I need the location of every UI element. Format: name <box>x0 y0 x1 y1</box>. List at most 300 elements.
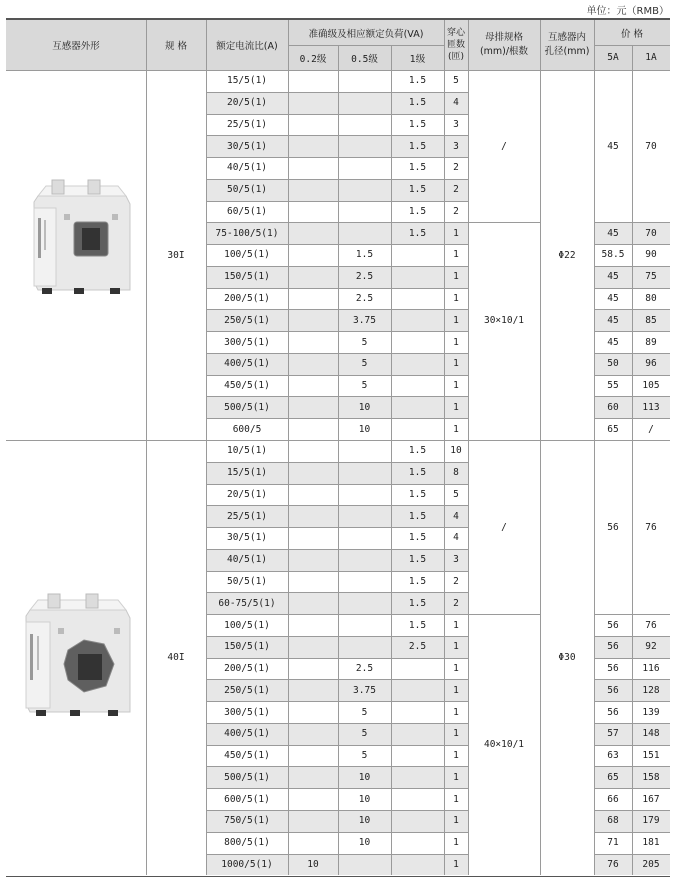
price-5a-cell: 45 <box>594 266 632 288</box>
accuracy-05-cell: 10 <box>338 396 391 418</box>
ratio-cell: 30/5(1) <box>206 135 288 157</box>
price-5a-cell: 66 <box>607 793 619 805</box>
accuracy-02-cell <box>288 375 338 397</box>
accuracy-02-cell <box>288 571 338 593</box>
grid-line <box>206 679 468 680</box>
accuracy-1-cell: 1.5 <box>408 75 427 87</box>
spec-cell: 40I <box>167 652 185 664</box>
accuracy-02-cell <box>288 157 338 179</box>
header-hole <box>540 20 594 70</box>
header-price: 价 格 <box>594 20 670 45</box>
ratio-cell: 15/5(1) <box>226 75 268 87</box>
accuracy-05-cell: 5 <box>361 380 368 392</box>
accuracy-1-cell: 1.5 <box>391 222 444 244</box>
grid-line <box>206 549 468 550</box>
accuracy-1-cell <box>391 723 444 745</box>
accuracy-05-cell: 10 <box>358 837 371 849</box>
turns-cell: 5 <box>453 488 459 500</box>
turns-cell: 1 <box>444 854 468 876</box>
accuracy-1-cell: 1.5 <box>408 575 427 587</box>
accuracy-1-cell: 1.5 <box>391 462 444 484</box>
busbar-cell: / <box>501 521 507 533</box>
ratio-cell: 400/5(1) <box>206 723 288 745</box>
turns-cell: 5 <box>453 75 459 87</box>
header-busbar-line1: 母排规格 <box>484 32 523 43</box>
ratio-cell: 1000/5(1) <box>206 854 288 876</box>
grid-line <box>468 20 469 875</box>
grid-line <box>146 20 147 875</box>
price-1a-cell: 179 <box>632 810 670 832</box>
ratio-cell: 25/5(1) <box>226 118 268 130</box>
accuracy-1-cell: 1.5 <box>408 205 427 217</box>
header-price-1a: 1A <box>632 45 670 70</box>
accuracy-05-cell <box>338 179 391 201</box>
turns-cell: 1 <box>453 249 459 261</box>
ratio-cell: 450/5(1) <box>224 750 270 762</box>
header-turns-line3: (匝) <box>447 52 465 62</box>
price-5a-cell: 45 <box>607 293 619 305</box>
accuracy-1-cell <box>391 375 444 397</box>
turns-cell: 1 <box>444 810 468 832</box>
price-1a-cell: 205 <box>632 854 670 876</box>
accuracy-02-cell <box>288 810 338 832</box>
ratio-cell: 100/5(1) <box>224 619 270 631</box>
grid-line <box>206 114 468 115</box>
turns-cell: 1 <box>453 793 459 805</box>
header-busbar <box>468 20 540 70</box>
grid-line <box>206 484 468 485</box>
ratio-cell: 25/5(1) <box>206 505 288 527</box>
accuracy-1-cell: 2.5 <box>391 636 444 658</box>
header-hole-line1: 互感器内 <box>547 32 586 43</box>
accuracy-05-cell <box>338 114 391 136</box>
price-5a-cell: 56 <box>607 663 619 675</box>
accuracy-1-cell: 1.5 <box>408 118 427 130</box>
accuracy-05-cell <box>338 222 391 244</box>
header-hole-line2: 孔径(mm) <box>544 46 590 57</box>
ratio-cell: 250/5(1) <box>206 679 288 701</box>
turns-cell: 1 <box>453 619 459 631</box>
accuracy-02-cell <box>288 222 338 244</box>
accuracy-02-cell <box>288 92 338 114</box>
ratio-cell: 10/5(1) <box>226 445 268 457</box>
ratio-cell: 20/5(1) <box>226 488 268 500</box>
grid-line <box>206 309 468 310</box>
grid-line <box>206 701 468 702</box>
accuracy-05-cell <box>338 92 391 114</box>
ratio-cell: 200/5(1) <box>224 663 270 675</box>
grid-line <box>206 614 468 615</box>
accuracy-1-cell <box>391 679 444 701</box>
ratio-cell: 15/5(1) <box>206 462 288 484</box>
price-1a-cell: 90 <box>645 249 657 261</box>
price-table <box>6 18 670 877</box>
price-1a-cell: 148 <box>632 723 670 745</box>
price-1a-cell: 151 <box>642 750 660 762</box>
accuracy-05-cell <box>338 70 391 92</box>
accuracy-1-cell <box>391 396 444 418</box>
accuracy-1-cell <box>391 832 444 854</box>
accuracy-05-cell <box>338 484 391 506</box>
header-acc-05: 0.5级 <box>338 45 391 70</box>
accuracy-02-cell <box>288 701 338 723</box>
accuracy-02-cell <box>288 353 338 375</box>
ratio-cell: 500/5(1) <box>206 396 288 418</box>
grid-line <box>468 222 540 223</box>
accuracy-02-cell <box>288 396 338 418</box>
price-5a-cell: 71 <box>607 837 619 849</box>
accuracy-05-cell <box>338 571 391 593</box>
price-1a-cell: 80 <box>645 293 657 305</box>
turns-cell: 3 <box>444 135 468 157</box>
ratio-cell: 30/5(1) <box>226 532 268 544</box>
ct-30i-image <box>30 178 134 308</box>
turns-cell: 3 <box>453 118 459 130</box>
turns-cell: 8 <box>444 462 468 484</box>
accuracy-02-cell <box>288 309 338 331</box>
ratio-cell: 300/5(1) <box>224 336 270 348</box>
price-5a-cell: 63 <box>607 750 619 762</box>
accuracy-02-cell <box>288 832 338 854</box>
header-ratio: 额定电流比(A) <box>206 20 288 70</box>
accuracy-02-cell <box>288 505 338 527</box>
ratio-cell: 50/5(1) <box>226 575 268 587</box>
accuracy-1-cell <box>391 418 444 440</box>
accuracy-05-cell: 3.75 <box>338 679 391 701</box>
ratio-cell: 50/5(1) <box>206 179 288 201</box>
grid-line <box>206 788 468 789</box>
grid-line <box>206 745 468 746</box>
accuracy-1-cell <box>391 288 444 310</box>
accuracy-02-cell <box>288 331 338 353</box>
header-turns-line2: 匝数 <box>446 40 465 50</box>
turns-cell: 2 <box>444 179 468 201</box>
accuracy-05-cell: 5 <box>361 336 368 348</box>
turns-cell: 1 <box>444 309 468 331</box>
accuracy-02-cell <box>288 114 338 136</box>
accuracy-1-cell: 1.5 <box>391 505 444 527</box>
turns-cell: 1 <box>453 837 459 849</box>
accuracy-1-cell <box>391 309 444 331</box>
accuracy-02-cell <box>288 462 338 484</box>
accuracy-1-cell: 1.5 <box>391 135 444 157</box>
accuracy-05-cell: 10 <box>358 423 371 435</box>
grid-line <box>206 244 468 245</box>
ct-40i-image <box>22 592 134 730</box>
price-5a-cell: 45 <box>607 336 619 348</box>
accuracy-02-cell <box>288 484 338 506</box>
grid-line <box>206 92 468 93</box>
grid-line <box>206 375 468 376</box>
accuracy-1-cell: 1.5 <box>391 549 444 571</box>
ratio-cell: 40/5(1) <box>226 162 268 174</box>
accuracy-05-cell <box>338 549 391 571</box>
price-5a-cell: 55 <box>607 380 619 392</box>
ratio-cell: 600/5 <box>232 423 262 435</box>
ratio-cell: 400/5(1) <box>206 353 288 375</box>
price-1a-cell: 139 <box>642 706 660 718</box>
price-1a-cell: 76 <box>645 619 657 631</box>
accuracy-05-cell <box>338 854 391 876</box>
accuracy-1-cell: 1.5 <box>408 162 427 174</box>
accuracy-02-cell <box>288 70 338 92</box>
accuracy-1-cell <box>391 766 444 788</box>
accuracy-05-cell <box>338 157 391 179</box>
price-1a-cell: 181 <box>642 837 660 849</box>
price-5a-cell: 60 <box>594 396 632 418</box>
accuracy-1-cell: 1.5 <box>408 488 427 500</box>
accuracy-02-cell <box>288 527 338 549</box>
header-busbar-line2: (mm)/根数 <box>479 46 529 57</box>
header-accuracy: 准确级及相应额定负荷(VA) <box>288 20 444 45</box>
accuracy-05-cell <box>338 592 391 614</box>
price-1a-cell: 85 <box>632 309 670 331</box>
price-1a-cell: 76 <box>645 521 657 533</box>
price-5a-cell: 56 <box>594 679 632 701</box>
grid-line <box>468 614 540 615</box>
turns-cell: 2 <box>453 162 459 174</box>
turns-cell: 1 <box>453 336 459 348</box>
accuracy-05-cell <box>338 462 391 484</box>
accuracy-02-cell <box>288 723 338 745</box>
accuracy-02-cell <box>288 549 338 571</box>
turns-cell: 1 <box>453 380 459 392</box>
price-5a-cell: 58.5 <box>601 249 625 261</box>
price-1a-cell: 113 <box>632 396 670 418</box>
price-5a-cell: 50 <box>594 353 632 375</box>
grid-line <box>206 505 468 506</box>
turns-cell: 1 <box>444 353 468 375</box>
turns-cell: 1 <box>453 706 459 718</box>
accuracy-02-cell <box>288 244 338 266</box>
busbar-cell: / <box>501 140 507 152</box>
accuracy-05-cell <box>338 527 391 549</box>
grid-line <box>206 157 468 158</box>
accuracy-05-cell <box>338 440 391 462</box>
accuracy-02-cell <box>288 179 338 201</box>
price-5a-cell: 45 <box>594 222 632 244</box>
accuracy-1-cell <box>391 810 444 832</box>
accuracy-1-cell: 1.5 <box>408 532 427 544</box>
grid-line <box>206 658 468 659</box>
accuracy-1-cell: 1.5 <box>408 619 427 631</box>
busbar-cell: 40×10/1 <box>483 739 525 751</box>
hole-diameter-cell: Φ30 <box>558 652 576 664</box>
price-5a-cell: 56 <box>607 619 619 631</box>
grid-line <box>206 353 468 354</box>
accuracy-1-cell <box>391 854 444 876</box>
accuracy-05-cell: 5 <box>338 353 391 375</box>
header-price-5a: 5A <box>594 45 632 70</box>
ratio-cell: 250/5(1) <box>206 309 288 331</box>
turns-cell: 1 <box>444 679 468 701</box>
grid-line <box>594 20 595 875</box>
turns-cell: 1 <box>444 396 468 418</box>
accuracy-1-cell <box>391 353 444 375</box>
spec-cell: 30I <box>167 249 185 261</box>
turns-cell: 2 <box>453 575 459 587</box>
ratio-cell: 200/5(1) <box>224 293 270 305</box>
accuracy-02-cell <box>288 440 338 462</box>
grid-line <box>206 766 468 767</box>
accuracy-05-cell: 1.5 <box>355 249 374 261</box>
accuracy-05-cell <box>338 614 391 636</box>
grid-line <box>206 723 468 724</box>
accuracy-02-cell <box>288 418 338 440</box>
accuracy-05-cell: 2.5 <box>338 266 391 288</box>
turns-cell: 4 <box>453 532 459 544</box>
turns-cell: 4 <box>444 92 468 114</box>
ratio-cell: 60-75/5(1) <box>206 592 288 614</box>
price-1a-cell: 105 <box>642 380 660 392</box>
accuracy-1-cell: 1.5 <box>391 179 444 201</box>
header-acc-02: 0.2级 <box>288 45 338 70</box>
price-1a-cell: 158 <box>632 766 670 788</box>
grid-line <box>206 396 468 397</box>
grid-line <box>288 45 444 46</box>
accuracy-05-cell: 2.5 <box>355 293 374 305</box>
accuracy-1-cell <box>391 745 444 767</box>
price-5a-cell: 56 <box>594 636 632 658</box>
accuracy-1-cell: 1.5 <box>391 592 444 614</box>
price-5a-cell: 76 <box>594 854 632 876</box>
accuracy-02-cell <box>288 788 338 810</box>
accuracy-02-cell <box>288 658 338 680</box>
accuracy-05-cell: 3.75 <box>338 309 391 331</box>
grid-line <box>206 636 468 637</box>
accuracy-02-cell <box>288 592 338 614</box>
accuracy-05-cell: 10 <box>358 793 371 805</box>
header-spec: 规 格 <box>146 20 206 70</box>
grid-line <box>632 45 633 875</box>
turns-cell: 3 <box>444 549 468 571</box>
grid-line <box>206 288 468 289</box>
turns-cell: 1 <box>444 723 468 745</box>
grid-line <box>206 135 468 136</box>
accuracy-05-cell <box>338 636 391 658</box>
accuracy-02-cell <box>288 766 338 788</box>
busbar-cell: 30×10/1 <box>483 314 525 326</box>
turns-cell: 1 <box>444 636 468 658</box>
grid-line <box>206 201 468 202</box>
grid-line <box>391 45 392 875</box>
price-1a-cell: 116 <box>642 663 660 675</box>
ratio-cell: 150/5(1) <box>206 636 288 658</box>
ratio-cell: 40/5(1) <box>206 549 288 571</box>
price-5a-cell: 65 <box>594 766 632 788</box>
price-5a-cell: 45 <box>594 309 632 331</box>
ratio-cell: 750/5(1) <box>206 810 288 832</box>
price-1a-cell: 167 <box>642 793 660 805</box>
grid-line <box>338 45 339 875</box>
turns-cell: 4 <box>444 505 468 527</box>
unit-label: 单位：元（RMB） <box>586 6 669 17</box>
grid-line <box>206 832 468 833</box>
accuracy-02-cell <box>288 266 338 288</box>
turns-cell: 1 <box>444 266 468 288</box>
header-turns <box>444 20 468 70</box>
ratio-cell: 100/5(1) <box>224 249 270 261</box>
accuracy-1-cell <box>391 266 444 288</box>
accuracy-02-cell <box>288 201 338 223</box>
accuracy-05-cell: 5 <box>361 706 368 718</box>
ratio-cell: 500/5(1) <box>206 766 288 788</box>
turns-cell: 1 <box>444 222 468 244</box>
turns-cell: 2 <box>453 205 459 217</box>
accuracy-02-cell <box>288 745 338 767</box>
price-1a-cell: 75 <box>632 266 670 288</box>
price-1a-cell: 128 <box>632 679 670 701</box>
accuracy-1-cell <box>391 658 444 680</box>
header-acc-1: 1级 <box>391 45 444 70</box>
accuracy-02-cell <box>288 679 338 701</box>
price-1a-cell: 70 <box>645 140 657 152</box>
price-5a-cell: 56 <box>607 706 619 718</box>
turns-cell: 1 <box>444 766 468 788</box>
accuracy-1-cell <box>391 788 444 810</box>
header-appearance: 互感器外形 <box>6 20 146 70</box>
price-5a-cell: 65 <box>607 423 619 435</box>
ratio-cell: 75-100/5(1) <box>206 222 288 244</box>
ratio-cell: 600/5(1) <box>224 793 270 805</box>
ratio-cell: 800/5(1) <box>224 837 270 849</box>
grid-line <box>206 810 468 811</box>
turns-cell: 1 <box>453 663 459 675</box>
turns-cell: 10 <box>450 445 462 457</box>
grid-line <box>206 854 468 855</box>
accuracy-05-cell <box>338 505 391 527</box>
grid-line <box>206 462 468 463</box>
grid-line <box>206 331 468 332</box>
accuracy-05-cell: 10 <box>338 766 391 788</box>
accuracy-1-cell <box>391 244 444 266</box>
price-1a-cell: 92 <box>632 636 670 658</box>
grid-line <box>444 20 445 875</box>
accuracy-02-cell <box>288 614 338 636</box>
accuracy-02-cell: 10 <box>288 854 338 876</box>
accuracy-05-cell <box>338 135 391 157</box>
accuracy-05-cell: 2.5 <box>355 663 374 675</box>
price-1a-cell: 96 <box>632 353 670 375</box>
grid-line <box>288 20 289 875</box>
ratio-cell: 20/5(1) <box>206 92 288 114</box>
grid-line <box>206 266 468 267</box>
turns-cell: 1 <box>453 293 459 305</box>
ratio-cell: 300/5(1) <box>224 706 270 718</box>
turns-cell: 1 <box>453 750 459 762</box>
grid-line <box>206 571 468 572</box>
header-turns-line1: 穿心 <box>446 28 465 38</box>
price-1a-cell: 89 <box>645 336 657 348</box>
accuracy-1-cell <box>391 331 444 353</box>
accuracy-05-cell <box>338 201 391 223</box>
accuracy-02-cell <box>288 135 338 157</box>
price-5a-cell: 68 <box>594 810 632 832</box>
grid-line <box>206 20 207 875</box>
accuracy-1-cell <box>391 701 444 723</box>
price-1a-cell: / <box>648 423 654 435</box>
grid-line <box>206 592 468 593</box>
accuracy-05-cell: 10 <box>338 810 391 832</box>
ratio-cell: 450/5(1) <box>224 380 270 392</box>
accuracy-02-cell <box>288 636 338 658</box>
grid-line <box>206 418 468 419</box>
ratio-cell: 150/5(1) <box>206 266 288 288</box>
ratio-cell: 60/5(1) <box>226 205 268 217</box>
turns-cell: 1 <box>453 423 459 435</box>
price-1a-cell: 70 <box>632 222 670 244</box>
accuracy-05-cell: 5 <box>361 750 368 762</box>
